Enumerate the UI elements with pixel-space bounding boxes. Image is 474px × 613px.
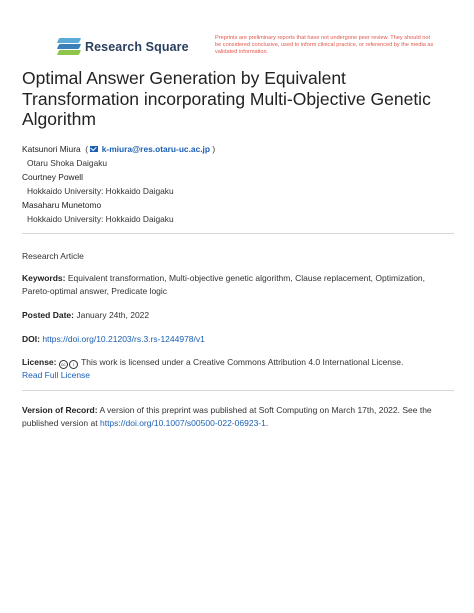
cc-icon: cc bbox=[59, 360, 68, 369]
author-affiliation: Otaru Shoka Daigaku bbox=[27, 158, 108, 168]
author-affiliation: Hokkaido University: Hokkaido Daigaku bbox=[27, 186, 174, 196]
header bbox=[58, 32, 438, 66]
version-of-record-text: A version of this preprint was published at Soft Computing on March 17th, 2022. See the published version at bbox=[22, 405, 432, 428]
version-of-record bbox=[22, 404, 454, 429]
author-name: Masaharu Munetomo bbox=[22, 200, 102, 210]
keywords-label: Keywords: bbox=[22, 273, 66, 283]
doi-label: DOI: bbox=[22, 334, 40, 344]
posted-date bbox=[22, 309, 454, 322]
author-email-link[interactable]: k-miura@res.otaru-uc.ac.jp bbox=[90, 144, 210, 154]
preprint-disclaimer: Preprints are preliminary reports that have not undergone peer review. They should not be considered conclusive, used to inform clinical practice, or referenced by the media as validated information. bbox=[215, 35, 434, 56]
logo-text: Research Square bbox=[85, 40, 189, 54]
version-of-record-label: Version of Record: bbox=[22, 405, 98, 415]
divider bbox=[22, 390, 454, 391]
doi-link[interactable]: https://doi.org/10.21203/rs.3.rs-1244978/v1 bbox=[42, 334, 205, 344]
research-square-logo-icon bbox=[58, 38, 80, 56]
research-square-logo[interactable] bbox=[58, 38, 189, 56]
mail-icon bbox=[90, 146, 98, 152]
email-close-paren: ) bbox=[212, 144, 216, 154]
license bbox=[22, 356, 454, 382]
divider bbox=[22, 233, 454, 234]
author-name: Katsunori Miura bbox=[22, 144, 81, 154]
version-of-record-suffix: . bbox=[265, 417, 269, 428]
published-version-link[interactable]: https://doi.org/10.1007/s00500-022-06923-1 bbox=[99, 417, 266, 428]
keywords-text: Equivalent transformation, Multi-objective genetic algorithm, Clause replacement, Optimization, Pareto-optimal answer, Predicate logic bbox=[22, 273, 426, 296]
author-list bbox=[22, 142, 452, 226]
license-label: License: bbox=[22, 357, 57, 367]
license-text: This work is licensed under a Creative Commons Attribution 4.0 International License. bbox=[81, 357, 404, 367]
keywords bbox=[22, 272, 454, 297]
posted-date-value: January 24th, 2022 bbox=[76, 310, 150, 320]
doi bbox=[22, 333, 454, 346]
author-name: Courtney Powell bbox=[22, 172, 83, 182]
by-icon: i bbox=[69, 360, 78, 369]
posted-date-label: Posted Date: bbox=[22, 310, 74, 320]
article-type: Research Article bbox=[22, 251, 84, 261]
paper-title: Optimal Answer Generation by Equivalent Transformation incorporating Multi-Objective Genetic Algorithm bbox=[22, 68, 431, 129]
email-open-paren: ( bbox=[82, 144, 89, 154]
read-full-license-link[interactable]: Read Full License bbox=[22, 370, 91, 380]
author-affiliation: Hokkaido University: Hokkaido Daigaku bbox=[27, 214, 174, 224]
author-entry bbox=[22, 142, 452, 156]
